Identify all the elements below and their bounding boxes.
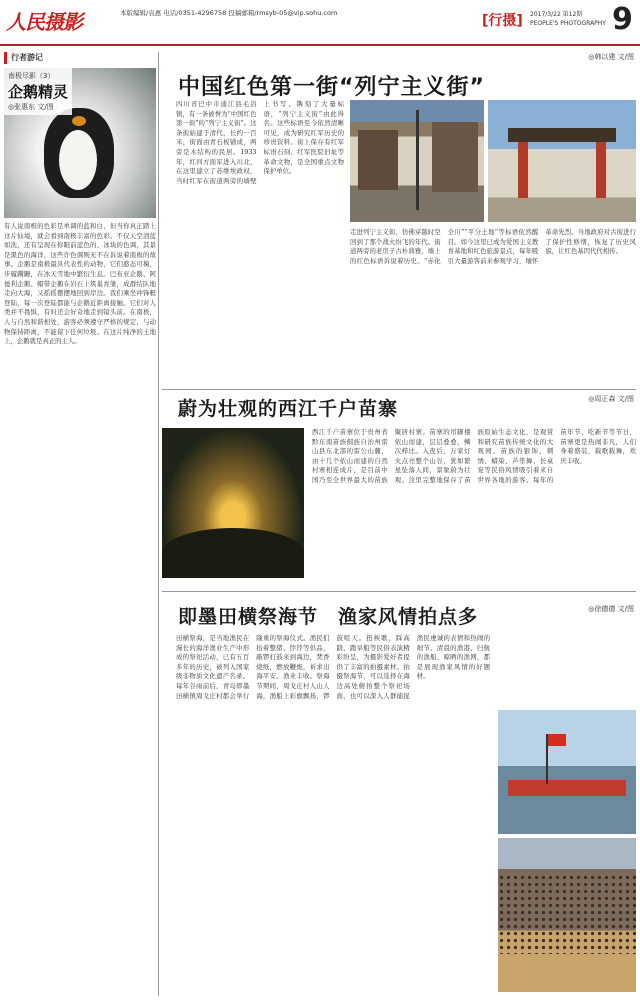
left-article-heading (4, 68, 72, 115)
article1-body-a: 四川省巴中市通江县毛浴镇，有一条被誉为“中国红色第一街”的“列宁主义街”。这条街始建于清代，长约一百米，街面由青石板铺成，两旁是木结构的民居。1933年，红四方面军进入川北，在这里建立了苏维埃政权，当时红军在街道两旁的墙壁上书写、镌刻了大量标语，“列宁主义街”由此得名。这些标语至今依然清晰可见，成为研究红军历史的珍贵资料。街上保存有红军标语石刻、红军医院旧址等革命文物，是全国重点文物保护单位。 (176, 100, 344, 185)
section-label: [行摄] (482, 13, 523, 29)
section-divider (162, 389, 636, 390)
article1-headline: 中国红色第一街“列宁主义街” (178, 75, 485, 100)
article3-headline: 即墨田横祭海节 渔家风情拍点多 (178, 606, 479, 628)
article-red-street (162, 52, 636, 388)
festival-crowd-photo (498, 838, 636, 992)
newspaper-logo: 人民摄影 (6, 10, 82, 34)
article-sea-festival (162, 594, 636, 996)
penguin-photo (4, 68, 156, 218)
issue-date: 2017/3/22 第12期 (530, 11, 583, 18)
article2-headline: 蔚为壮观的西江千户苗寨 (178, 398, 399, 420)
left-article-author: ◎张惠东 文/图 (8, 103, 54, 111)
series-subhead: 南极尽影（3） (8, 72, 55, 80)
article2-author: ◎周正森 文/图 (588, 395, 634, 403)
article3-author: ◎徐德德 文/图 (588, 605, 634, 613)
article1-body-b: 走进列宁主义街，仿佛穿越时空回到了那个战火纷飞的年代。街道两旁的老房子古朴典雅，墙上的红色标语诉说着历史。“赤化全川”“平分土地”等标语依然醒目。如今这里已成为爱国主义教育基地和红色旅游景点，每年吸引大量游客前来参观学习，缅怀革命先烈。当地政府对古街进行了保护性修缮，恢复了历史风貌，让红色基因代代相传。 (350, 228, 636, 265)
issue-info (530, 10, 606, 28)
street-photo (350, 100, 484, 222)
article-miao-village (162, 392, 636, 588)
left-column-article (4, 52, 156, 996)
left-article-body: 有人说南极的色彩是单调的蓝和白，但当你真正踏上这片仙境，就会看到南极丰富的色彩。不仅天空清蓝如洗，还有呈现在你眼前蓝色的、冰块的色调，其景是黑色的海洋，这些许色调则无不在诉说着南极的故事。企鹅是南极最具代表性的动物，它们憨态可掬，步履蹒跚，在冰天雪地中繁衍生息。巴布亚企鹅、阿德利企鹅、帽带企鹅在岩石上筑巢育雏，成群结队地走向大海，又摇摇摆摆地回到岸边。我们乘坐冲锋艇登陆，每一次登陆都能与企鹅近距离接触。它们对人类并不畏惧，有时还会好奇地走到镜头前。在南极，人与自然和谐相处，游客必须遵守严格的规定，与动物保持距离，不能留下任何垃圾。在这片纯净的土地上，企鹅就是真正的主人。 (4, 222, 156, 346)
editor-info: 本版编辑/袁惠 电话/0351-4296758 投稿邮箱/rmsyb-05@vip.sohu.com (120, 9, 338, 17)
section-divider (162, 591, 636, 592)
page-number: 9 (612, 2, 633, 37)
paper-english-name: PEOPLE'S PHOTOGRAPHY (530, 20, 606, 27)
gate-photo (488, 100, 636, 222)
article2-body: 西江千户苗寨位于贵州省黔东南苗族侗族自治州雷山县东北部的雷公山麓，由十几个依山而建的自然村寨相连成片，是目前中国乃至全世界最大的苗族聚居村寨。苗寨的吊脚楼依山而建，层层叠叠，鳞次栉比。入夜后，万家灯火点亮整个山谷，犹如繁星坠落人间，景象蔚为壮观。这里完整地保存了苗族原始生态文化，是观赏和研究苗族传统文化的大观园。苗族的银饰、刺绣、蜡染、芦笙舞、长桌宴等民俗风情吸引着来自世界各地的游客。每年的苗年节、吃新节等节日，苗寨更是热闹非凡，人们身着盛装，载歌载舞，欢庆丰收。 (312, 428, 636, 484)
night-village-photo (162, 428, 304, 578)
column-divider (158, 52, 159, 996)
fishing-boats-photo (498, 710, 636, 834)
article3-body: 田横祭海，是当地渔民在漫长的海洋渔业生产中形成的祭祀活动，已有五百多年的历史，被列入国家级非物质文化遗产名录。每年谷雨前后，青岛即墨田横镇周戈庄村都会举行隆重的祭海仪式。渔民们抬着整猪、饽饽等供品，敲锣打鼓来到海边，焚香烧纸，燃放鞭炮，祈求出海平安、渔业丰收。祭海节期间，周戈庄村人山人海，渔船上彩旗飘扬，锣鼓喧天。扭秧歌、踩高跷、跑旱船等民俗表演精彩纷呈，为摄影爱好者提供了丰富的拍摄素材。拍摄祭海节，可以选择在海边高处俯拍整个祭祀场面，也可以深入人群捕捉渔民虔诚的表情和热闹的细节。清晨的渔港、归航的渔船、晾晒的渔网，都是展现渔家风情的好题材。 (176, 634, 490, 700)
article1-author: ◎韩以建 文/图 (588, 53, 634, 61)
masthead (0, 0, 640, 46)
column-tag: 行者游记 (4, 52, 156, 64)
left-article-title: 企鹅精灵 (8, 83, 69, 101)
